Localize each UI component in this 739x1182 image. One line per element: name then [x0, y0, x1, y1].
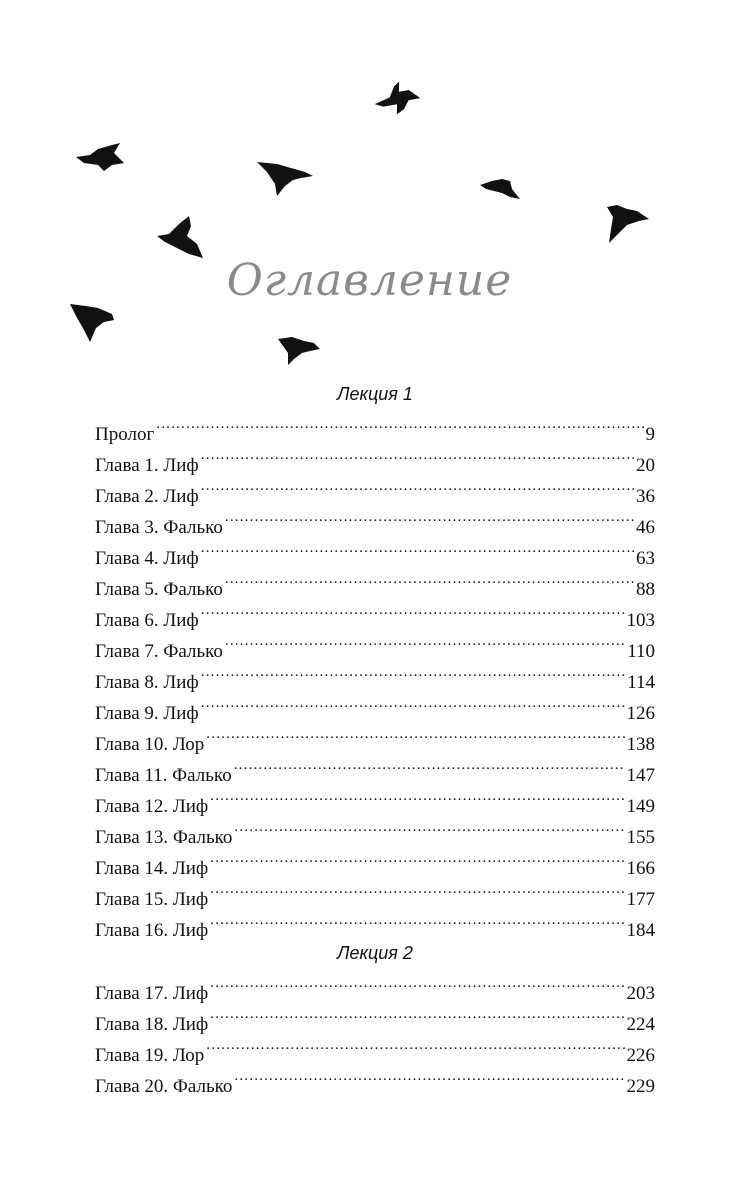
bird-icon: [76, 143, 126, 175]
page-number: 46: [636, 517, 655, 538]
section-heading: Лекция 2: [337, 943, 413, 963]
dot-leader: [210, 781, 624, 812]
page-number: 36: [636, 486, 655, 507]
dot-leader: [225, 626, 625, 657]
page-number: 9: [645, 424, 655, 445]
dot-leader: [225, 564, 634, 595]
dot-leader: [234, 812, 624, 843]
page-number: 20: [636, 455, 655, 476]
dot-leader: [201, 471, 634, 502]
page-number: 103: [626, 610, 655, 631]
entry-title: Глава 1. Лиф: [95, 455, 199, 476]
entry-title: Глава 10. Лор: [95, 734, 205, 755]
entry-title: Глава 5. Фалько: [95, 579, 223, 600]
page-number: 166: [626, 858, 655, 879]
entry-title: Глава 6. Лиф: [95, 610, 199, 631]
entry-title: Глава 17. Лиф: [95, 983, 209, 1004]
dot-leader: [201, 440, 634, 471]
dot-leader: [201, 595, 625, 626]
bird-icon: [70, 302, 116, 344]
entry-title: Глава 8. Лиф: [95, 672, 199, 693]
dot-leader: [234, 1061, 624, 1092]
dot-leader: [206, 1030, 624, 1061]
page-number: 177: [626, 889, 655, 910]
bird-icon: [278, 335, 322, 367]
bird-icon: [369, 76, 426, 120]
entry-title: Глава 12. Лиф: [95, 796, 209, 817]
entry-title: Глава 9. Лиф: [95, 703, 199, 724]
dot-leader: [201, 533, 634, 564]
page-number: 126: [626, 703, 655, 724]
entry-title: Глава 11. Фалько: [95, 765, 232, 786]
entry-title: Глава 19. Лор: [95, 1045, 205, 1066]
dot-leader: [210, 843, 624, 874]
bird-icon: [257, 160, 315, 198]
dot-leader: [201, 688, 625, 719]
dot-leader: [234, 750, 625, 781]
page-number: 184: [626, 920, 655, 941]
entry-title: Глава 2. Лиф: [95, 486, 199, 507]
table-of-contents: [95, 379, 655, 1097]
entry-title: Глава 13. Фалько: [95, 827, 233, 848]
entry-title: Глава 3. Фалько: [95, 517, 223, 538]
entry-title: Глава 16. Лиф: [95, 920, 209, 941]
dot-leader: [210, 999, 624, 1030]
entry-title: Глава 18. Лиф: [95, 1014, 209, 1035]
page-number: 226: [626, 1045, 655, 1066]
toc-entry: [95, 440, 655, 476]
page-number: 229: [626, 1076, 655, 1097]
section-heading: Лекция 1: [337, 384, 413, 404]
birds-illustration: [0, 0, 739, 380]
page-number: 114: [627, 672, 655, 693]
page-number: 149: [626, 796, 655, 817]
dot-leader: [210, 874, 624, 905]
dot-leader: [225, 502, 634, 533]
entry-title: Глава 4. Лиф: [95, 548, 199, 569]
page-number: 63: [636, 548, 655, 569]
toc-entry: [95, 409, 655, 445]
page-number: 155: [626, 827, 655, 848]
entry-title: Глава 20. Фалько: [95, 1076, 233, 1097]
page-number: 203: [626, 983, 655, 1004]
page-title: Оглавление: [226, 255, 513, 307]
toc-entry: [95, 968, 655, 1004]
entry-title: Глава 14. Лиф: [95, 858, 209, 879]
entry-title: Пролог: [95, 424, 155, 445]
entry-title: Глава 15. Лиф: [95, 889, 209, 910]
dot-leader: [156, 409, 643, 440]
page-number: 110: [627, 641, 655, 662]
page-number: 147: [626, 765, 655, 786]
bird-icon: [155, 214, 205, 260]
page-number: 138: [626, 734, 655, 755]
dot-leader: [201, 657, 625, 688]
dot-leader: [210, 968, 624, 999]
page-number: 88: [636, 579, 655, 600]
bird-icon: [603, 203, 651, 245]
dot-leader: [210, 905, 624, 936]
entry-title: Глава 7. Фалько: [95, 641, 223, 662]
page-number: 224: [626, 1014, 655, 1035]
dot-leader: [206, 719, 624, 750]
bird-icon: [480, 177, 522, 205]
